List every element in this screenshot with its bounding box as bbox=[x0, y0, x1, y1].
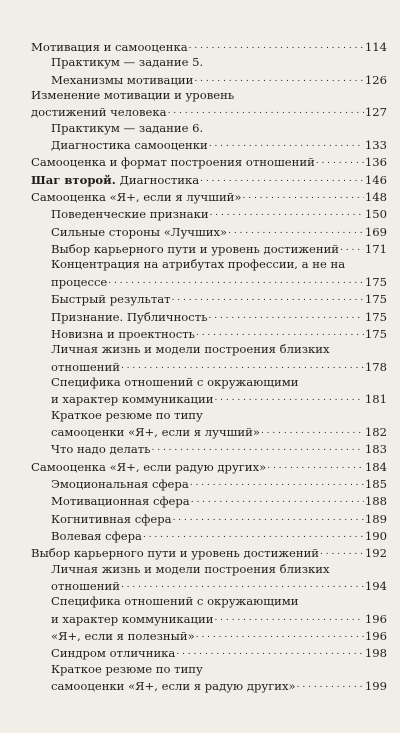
toc-entry-title bbox=[51, 375, 298, 390]
toc-entry-title-text: Выбор карьерного пути и уровень достижений bbox=[31, 546, 320, 561]
toc-entry-page-number: 196 bbox=[364, 611, 387, 626]
toc-entry bbox=[31, 308, 387, 325]
toc-entry bbox=[31, 492, 387, 509]
toc-entry-title-text: Эмоциональная сфера bbox=[51, 476, 189, 491]
toc-entry bbox=[31, 440, 387, 457]
toc-entry-title bbox=[51, 477, 189, 492]
toc-entry-title-text: Изменение мотивации и уровень bbox=[31, 88, 235, 103]
toc-entry-title-text: Практикум — задание 5. bbox=[51, 55, 204, 70]
toc-entry-title-text: самооценки «Я+, если я радую других» bbox=[51, 679, 296, 694]
toc-entry-page-number: 169 bbox=[364, 224, 387, 239]
toc-entry-page-number: 189 bbox=[364, 511, 387, 526]
toc-entry-title-text: Краткое резюме по типу bbox=[51, 661, 203, 676]
dot-leader bbox=[242, 187, 364, 204]
toc-entry bbox=[31, 677, 387, 694]
toc-entry bbox=[31, 627, 387, 644]
toc-entry-title bbox=[51, 646, 175, 661]
toc-entry bbox=[31, 38, 387, 55]
toc-entry-title bbox=[51, 442, 151, 457]
toc-entry-title bbox=[51, 257, 345, 272]
toc-entry-page-number: 146 bbox=[364, 172, 387, 187]
toc-entry-title-text: Самооценка «Я+, если я лучший» bbox=[31, 190, 242, 205]
toc-entry-page-number: 196 bbox=[364, 629, 387, 644]
toc-entry-title-text: Поведенческие признаки bbox=[51, 207, 209, 222]
toc-entry-page-number: 126 bbox=[364, 72, 387, 87]
toc-entry-title-text: Специфика отношений с окружающими bbox=[51, 374, 299, 389]
dot-leader bbox=[188, 37, 364, 54]
toc-entry-page-number: 183 bbox=[364, 442, 387, 457]
dot-leader bbox=[296, 676, 364, 693]
toc-entry-page-number: 190 bbox=[364, 528, 387, 543]
toc-entry-title-text: Новизна и проектность bbox=[51, 326, 195, 341]
toc-entry bbox=[31, 71, 387, 88]
toc-entry bbox=[31, 103, 387, 120]
toc-entry bbox=[31, 342, 387, 357]
toc-entry-title bbox=[51, 662, 203, 677]
dot-leader bbox=[189, 474, 364, 491]
toc-entry-title-text: и характер коммуникации bbox=[51, 392, 214, 407]
toc-entry-title-text: Мотивация и самооценка bbox=[31, 40, 188, 54]
toc-entry-title-text: Диагностика bbox=[115, 172, 200, 187]
toc-entry-title-text: самооценки «Я+, если я лучший» bbox=[51, 424, 260, 439]
toc-entry-title-text: Синдром отличника bbox=[51, 646, 176, 661]
toc-entry-title-text: Специфика отношений с окружающими bbox=[51, 594, 299, 609]
toc-entry-title bbox=[51, 360, 120, 375]
toc-entry bbox=[31, 273, 387, 290]
toc-entry-page-number: 175 bbox=[364, 326, 387, 341]
toc-entry-title-text: «Я+, если я полезный» bbox=[51, 629, 195, 644]
toc-entry-title-text: Сильные стороны «Лучших» bbox=[51, 224, 228, 239]
toc-entry-page-number: 194 bbox=[364, 579, 387, 593]
toc-entry-page-number: 175 bbox=[364, 274, 387, 289]
toc-entry-page-number: 178 bbox=[364, 359, 387, 374]
dot-leader bbox=[195, 324, 364, 341]
toc-entry bbox=[31, 290, 387, 307]
toc-entry-title bbox=[51, 425, 260, 440]
toc-entry-title-text: Быстрый результат bbox=[51, 292, 171, 307]
toc-entry-title-text: Что надо делать bbox=[51, 442, 151, 457]
toc-entry-page-number: 150 bbox=[364, 207, 387, 222]
toc-entry-page-number: 175 bbox=[364, 309, 387, 324]
toc-entry-page-number: 184 bbox=[364, 459, 387, 474]
toc-entry-title bbox=[31, 546, 319, 561]
toc-entry bbox=[31, 153, 387, 170]
toc-entry-title bbox=[51, 529, 142, 544]
toc-entry-title bbox=[51, 342, 330, 357]
toc-entry-title bbox=[51, 138, 208, 153]
toc-entry-title-text: Мотивационная сфера bbox=[51, 494, 190, 509]
toc-entry bbox=[31, 121, 387, 136]
dot-leader bbox=[208, 307, 364, 324]
toc-entry-title-bold: Шаг второй. bbox=[31, 172, 116, 187]
toc-entry bbox=[31, 171, 387, 188]
toc-entry-title bbox=[51, 594, 298, 609]
toc-entry-title bbox=[51, 612, 213, 627]
toc-entry-title bbox=[51, 512, 172, 527]
dot-leader bbox=[193, 70, 363, 87]
toc-entry bbox=[31, 205, 387, 222]
toc-entry bbox=[31, 240, 387, 257]
toc-entry bbox=[31, 475, 387, 492]
toc-entry-title bbox=[31, 460, 266, 475]
toc-entry-title-text: отношений bbox=[51, 359, 120, 374]
toc-entry bbox=[31, 594, 387, 609]
toc-entry bbox=[31, 458, 387, 475]
toc-entry-title bbox=[31, 40, 188, 55]
dot-leader bbox=[209, 204, 364, 221]
dot-leader bbox=[315, 152, 364, 169]
toc-entry-title bbox=[31, 190, 242, 205]
dot-leader bbox=[142, 526, 364, 543]
toc-entry bbox=[31, 88, 387, 103]
toc-entry-title-text: Когнитивная сфера bbox=[51, 511, 172, 526]
toc-entry-title bbox=[51, 73, 193, 88]
toc-entry-page-number: 198 bbox=[364, 646, 387, 661]
toc-entry-title-text: Краткое резюме по типу bbox=[51, 407, 203, 422]
toc-entry-title bbox=[51, 225, 227, 240]
toc-entry-title bbox=[51, 562, 330, 577]
toc-entry-title bbox=[51, 310, 208, 325]
dot-leader bbox=[208, 135, 364, 152]
toc-entry-title-text: Самооценка «Я+, если радую других» bbox=[31, 459, 267, 474]
toc-entry-title bbox=[31, 105, 167, 120]
toc-entry-title-text: Самооценка и формат построения отношений bbox=[31, 155, 315, 170]
toc-entry bbox=[31, 423, 387, 440]
toc-entry-title-text: Выбор карьерного пути и уровень достижений bbox=[51, 242, 340, 257]
toc-entry-title-text: достижений человека bbox=[31, 105, 167, 120]
toc-entry-page-number: 127 bbox=[364, 105, 387, 120]
toc-entry bbox=[31, 188, 387, 205]
toc-entry-title-text: Практикум — задание 6. bbox=[51, 120, 204, 135]
toc-entry bbox=[31, 257, 387, 272]
dot-leader bbox=[213, 389, 363, 406]
dot-leader bbox=[213, 609, 363, 626]
toc-entry bbox=[31, 577, 387, 594]
toc-entry-title bbox=[51, 207, 209, 222]
table-of-contents bbox=[31, 38, 387, 694]
toc-entry-title-text: Волевая сфера bbox=[51, 528, 142, 543]
dot-leader bbox=[339, 239, 364, 256]
toc-entry-title-text: Признание. Публичность bbox=[51, 309, 208, 324]
toc-entry-title bbox=[31, 88, 234, 103]
dot-leader bbox=[175, 643, 364, 660]
toc-entry bbox=[31, 644, 387, 661]
toc-entry-page-number: 192 bbox=[364, 546, 387, 561]
toc-entry bbox=[31, 223, 387, 240]
toc-entry-title-text: Концентрация на атрибутах профессии, а не на bbox=[51, 257, 346, 272]
dot-leader bbox=[172, 509, 364, 526]
toc-entry-page-number: 133 bbox=[364, 138, 387, 153]
toc-entry-title-text: Личная жизнь и модели построения близких bbox=[51, 561, 330, 576]
toc-entry-page-number: 181 bbox=[364, 392, 387, 407]
toc-entry-title-text: процессе bbox=[51, 274, 108, 289]
toc-entry bbox=[31, 325, 387, 342]
toc-entry-page-number: 199 bbox=[364, 679, 387, 694]
dot-leader bbox=[266, 457, 364, 474]
toc-entry-page-number: 114 bbox=[364, 40, 387, 54]
dot-leader bbox=[120, 576, 364, 593]
dot-leader bbox=[227, 222, 364, 239]
toc-entry bbox=[31, 510, 387, 527]
toc-entry-title bbox=[31, 173, 199, 188]
dot-leader bbox=[151, 439, 364, 456]
toc-entry-title bbox=[31, 155, 315, 170]
dot-leader bbox=[171, 289, 364, 306]
dot-leader bbox=[199, 170, 364, 187]
toc-entry-title bbox=[51, 679, 296, 694]
toc-entry-page-number: 175 bbox=[364, 292, 387, 307]
toc-entry-title bbox=[51, 629, 195, 644]
toc-entry bbox=[31, 544, 387, 561]
toc-entry-title bbox=[51, 292, 171, 307]
toc-entry-title bbox=[51, 408, 203, 423]
toc-entry-title bbox=[51, 494, 190, 509]
toc-entry-title bbox=[51, 327, 195, 342]
toc-entry bbox=[31, 527, 387, 544]
toc-entry-title-text: отношений bbox=[51, 579, 120, 593]
toc-entry bbox=[31, 136, 387, 153]
toc-entry-page-number: 171 bbox=[364, 242, 387, 257]
dot-leader bbox=[319, 543, 364, 560]
dot-leader bbox=[120, 357, 364, 374]
toc-entry-title bbox=[51, 121, 203, 136]
toc-entry-page-number: 188 bbox=[364, 494, 387, 509]
toc-entry-title bbox=[51, 392, 213, 407]
toc-entry-title bbox=[51, 242, 339, 257]
dot-leader bbox=[167, 102, 364, 119]
dot-leader bbox=[190, 491, 364, 508]
toc-entry-page-number: 185 bbox=[364, 476, 387, 491]
toc-entry-title-text: Диагностика самооценки bbox=[51, 138, 208, 153]
toc-entry bbox=[31, 55, 387, 70]
toc-entry-page-number: 148 bbox=[364, 190, 387, 205]
toc-entry bbox=[31, 358, 387, 375]
toc-entry bbox=[31, 610, 387, 627]
dot-leader bbox=[195, 626, 364, 643]
toc-entry bbox=[31, 408, 387, 423]
dot-leader bbox=[260, 422, 364, 439]
toc-entry-page-number: 136 bbox=[364, 155, 387, 170]
toc-entry-title-text: Механизмы мотивации bbox=[51, 72, 194, 87]
toc-entry-title bbox=[51, 579, 120, 594]
toc-entry bbox=[31, 375, 387, 390]
toc-entry bbox=[31, 562, 387, 577]
toc-entry-page-number: 182 bbox=[364, 424, 387, 439]
toc-entry-title bbox=[51, 55, 203, 70]
dot-leader bbox=[107, 272, 364, 289]
toc-entry-title bbox=[51, 275, 107, 290]
toc-entry-title-text: и характер коммуникации bbox=[51, 611, 214, 626]
toc-entry bbox=[31, 390, 387, 407]
toc-entry bbox=[31, 662, 387, 677]
toc-entry-title-text: Личная жизнь и модели построения близких bbox=[51, 342, 330, 357]
